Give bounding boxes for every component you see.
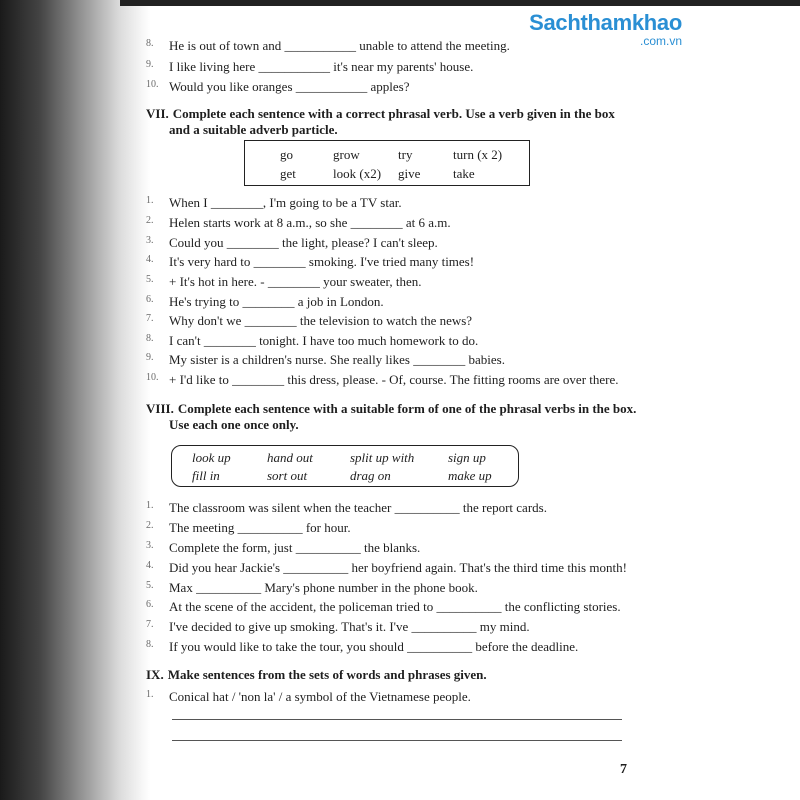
- section-vii-heading-line2: and a suitable adverb particle.: [169, 122, 338, 137]
- box-word: try: [398, 147, 413, 162]
- box-word: grow: [333, 147, 360, 162]
- workbook-page: Sachthamkhao .com.vn 8. He is out of town and ___________ unable to attend the meeting. 9. I like living here ___________ it's near my parents' house. 10. Would you like oranges ___________ apples? VII. Complete each sentence with a correct phrasal verb. Use a verb given in the box and a suitable adverb particle. go grow try turn (x 2) get look (x2) give take 1. When I ________, I'm going to be a TV star. 2. Helen starts work at 8 a.m., so she ________ at 6 a.m. 3. Could you ________ the light, please? I can't sleep. 4. It's very hard to ________ smoking. I've tried many times! 5. + It's hot in here. - ________ your sweater, then. 6. He's trying to ________ a job in London. 7. Why don't we ________ the television to watch the news? 8. I can't ________ tonight. I have too much homework to do. 9. My sister is a children's nurse. She really likes ________ babies. 10. + I'd like to ________ this dress, please. - Of, course. The fitting rooms are over there. VIII. Complete each sentence with a suitable form of one of the phrasal verbs in the box. Use each one once only. look up hand out split up with sign up fill in sort out drag on make up 1. The classroom was silent when the teacher __________ the report cards. 2. The meeting __________ for hour. 3. Complete the form, just __________ the blanks. 4. Did you hear Jackie's __________ her boyfriend again. That's the third time this month! 5. Max __________ Mary's phone number in the phone book. 6. At the scene of the accident, the policeman tried to __________ the conflicting stories. 7. I've decided to give up smoking. That's it. I've __________ my mind. 8. If you would like to take the tour, you should __________ before the deadline. IX. Make sentences from the sets of words and phrases given. 1. Conical hat / 'non la' / a symbol of the Vietnamese people. 7: [146, 10, 682, 777]
- box-phrase: split up with: [350, 450, 415, 465]
- box-phrase: fill in: [192, 468, 220, 483]
- phrasal-verb-box: [171, 445, 519, 487]
- section-viii-heading-line2: Use each one once only.: [169, 417, 299, 432]
- answer-line[interactable]: [172, 719, 622, 720]
- logo-brand: Sachthamkhao: [529, 10, 682, 35]
- box-word: take: [453, 166, 475, 181]
- box-phrase: sign up: [448, 450, 486, 465]
- box-phrase: hand out: [267, 450, 313, 465]
- box-word: look (x2): [333, 166, 382, 181]
- box-phrase: drag on: [350, 468, 391, 483]
- box-word: get: [280, 166, 296, 181]
- site-logo: [529, 10, 682, 48]
- box-word: go: [280, 147, 293, 162]
- box-phrase: look up: [192, 450, 231, 465]
- box-phrase: make up: [448, 468, 492, 483]
- box-word: turn (x 2): [453, 147, 503, 162]
- page-number: 7: [620, 762, 627, 777]
- section-ix-heading: IX. Make sentences from the sets of words and phrases given.: [146, 667, 487, 682]
- answer-line[interactable]: [172, 740, 622, 741]
- box-word: give: [398, 166, 421, 181]
- box-phrase: sort out: [267, 468, 308, 483]
- section-viii-heading: VIII. Complete each sentence with a suitable form of one of the phrasal verbs in the box.: [146, 401, 637, 416]
- section-vii-heading: VII. Complete each sentence with a correct phrasal verb. Use a verb given in the box: [146, 106, 615, 121]
- verb-box: [244, 140, 530, 186]
- logo-domain: .com.vn: [639, 34, 682, 48]
